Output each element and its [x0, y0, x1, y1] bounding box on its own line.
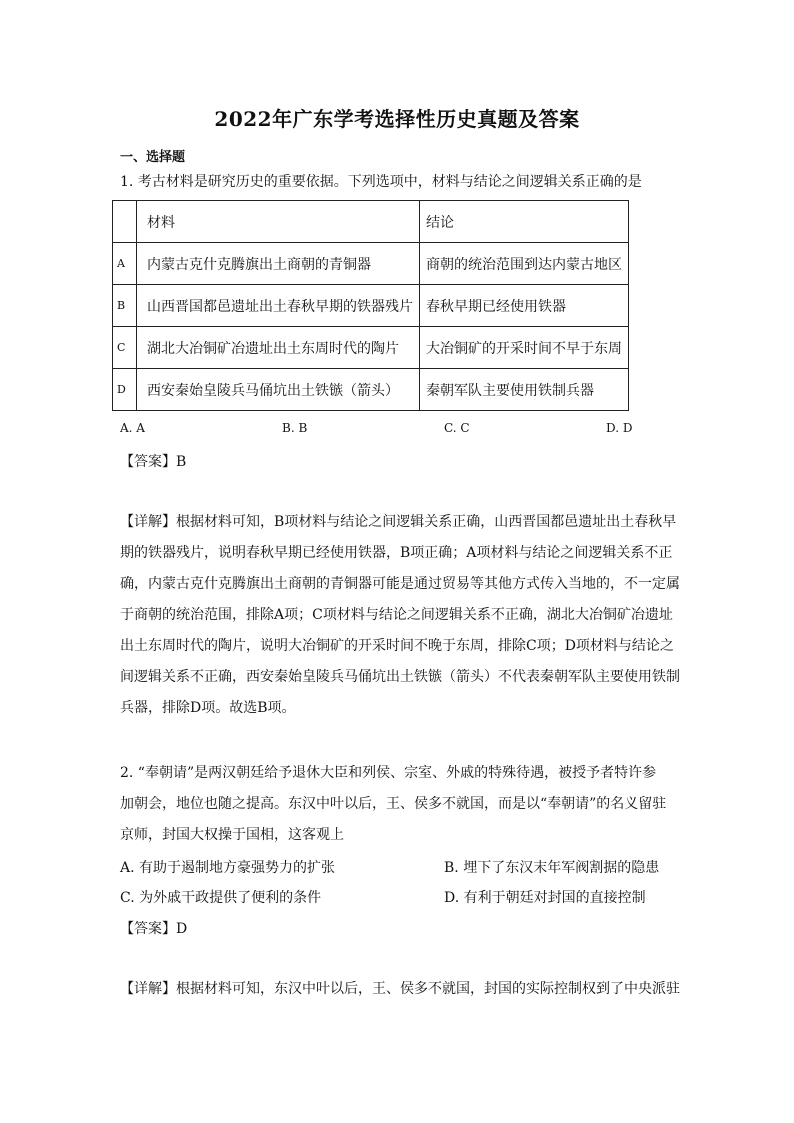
table-row [113, 327, 629, 369]
explanation-line: 于商朝的统治范围，排除A项；C项材料与结论之间逻辑关系不正确，湖北大冶铜矿冶遗址 [120, 607, 673, 623]
table-header-conclusion: 结论 [420, 201, 629, 243]
question-2-answer: 【答案】D [120, 921, 188, 937]
explanation-line: 出土东周时代的陶片，说明大冶铜矿的开采时间不晚于东周，排除C项；D项材料与结论之 [120, 638, 674, 654]
table-header-material: 材料 [137, 201, 420, 243]
table-row-letter: B [113, 285, 137, 327]
table-row-letter: A [113, 243, 137, 285]
table-row-conclusion: 商朝的统治范围到达内蒙古地区 [420, 243, 629, 285]
question-2-explanation: 【详解】根据材料可知，东汉中叶以后，王、侯多不就国，封国的实际控制权到了中央派驻 [120, 981, 680, 997]
question-2-stem-line: 加朝会，地位也随之提高。东汉中叶以后，王、侯多不就国，而是以“奉朝请”的名义留驻 [120, 796, 667, 812]
question-1-explanation [120, 507, 680, 724]
explanation-line: 间逻辑关系不正确，西安秦始皇陵兵马俑坑出土铁镞（箭头）不代表秦朝军队主要使用铁制 [120, 669, 680, 685]
section-heading: 一、选择题 [120, 150, 186, 165]
question-2-stem-line: 2. “奉朝请”是两汉朝廷给予退休大臣和列侯、宗室、外戚的特殊待遇，被授予者特许参 [120, 765, 657, 781]
question-2-option-d: D. 有利于朝廷对封国的直接控制 [444, 890, 646, 906]
question-1-option-b: B. B [282, 421, 308, 435]
table-row-letter: C [113, 327, 137, 369]
question-1-stem: 1. 考古材料是研究历史的重要依据。下列选项中，材料与结论之间逻辑关系正确的是 [120, 174, 642, 190]
question-2-option-c: C. 为外戚干政提供了便利的条件 [120, 890, 322, 906]
table-row-letter: D [113, 369, 137, 411]
table-row-material: 湖北大冶铜矿冶遗址出土东周时代的陶片 [137, 327, 420, 369]
table-row [113, 285, 629, 327]
question-2-stem-line: 京师，封国大权操于国相，这客观上 [120, 827, 344, 843]
question-2-option-b: B. 埋下了东汉末年军阀割据的隐患 [444, 860, 660, 876]
question-1-answer: 【答案】B [120, 454, 187, 470]
explanation-line: 兵器，排除D项。故选B项。 [120, 700, 296, 716]
table-row-conclusion: 大冶铜矿的开采时间不早于东周 [420, 327, 629, 369]
question-1-table [112, 200, 629, 411]
question-1-option-c: C. C [444, 421, 470, 435]
table-row-material: 内蒙古克什克腾旗出土商朝的青铜器 [137, 243, 420, 285]
table-row-material: 西安秦始皇陵兵马俑坑出土铁镞（箭头） [137, 369, 420, 411]
table-row-conclusion: 春秋早期已经使用铁器 [420, 285, 629, 327]
table-row-conclusion: 秦朝军队主要使用铁制兵器 [420, 369, 629, 411]
table-header-row [113, 201, 629, 243]
table-header-cell [113, 201, 137, 243]
question-1-option-d: D. D [606, 421, 633, 435]
explanation-line: 确，内蒙古克什克腾旗出土商朝的青铜器可能是通过贸易等其他方式传入当地的，不一定属 [120, 576, 680, 592]
table-row [113, 369, 629, 411]
question-1-option-a: A. A [120, 421, 145, 435]
table-row-material: 山西晋国都邑遗址出土春秋早期的铁器残片 [137, 285, 420, 327]
explanation-line: 【详解】根据材料可知，B项材料与结论之间逻辑关系正确，山西晋国都邑遗址出土春秋早 [120, 514, 677, 530]
explanation-line: 期的铁器残片，说明春秋早期已经使用铁器，B项正确；A项材料与结论之间逻辑关系不正 [120, 545, 673, 561]
question-2-stem [120, 758, 680, 851]
question-2-option-a: A. 有助于遏制地方豪强势力的扩张 [120, 860, 336, 876]
table-row [113, 243, 629, 285]
page-title: 2022年广东学考选择性历史真题及答案 [214, 107, 580, 131]
